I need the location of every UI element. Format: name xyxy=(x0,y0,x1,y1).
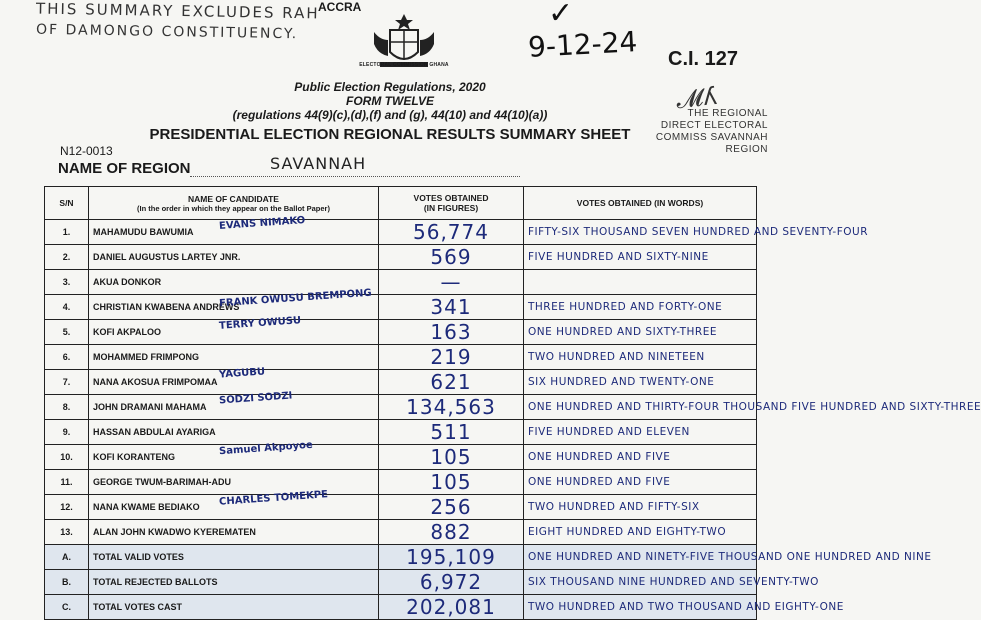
checkmark: ✓ xyxy=(548,0,574,31)
agent-annotation: EVANS NIMAKO xyxy=(218,215,306,232)
row-sn-text: 13. xyxy=(60,527,73,537)
votes-words xyxy=(524,320,757,345)
candidate-name xyxy=(89,345,379,370)
header-figures-label: VOTES OBTAINED xyxy=(413,193,489,203)
votes-words xyxy=(524,370,757,395)
candidate-name-text: TOTAL REJECTED BALLOTS xyxy=(93,577,218,587)
row-sn-text: 7. xyxy=(62,377,71,387)
agent-annotation: Samuel Akpoyoe xyxy=(218,439,314,458)
row-sn-text: 11. xyxy=(60,477,73,487)
votes-figures xyxy=(379,370,524,395)
candidate-name-text: GEORGE TWUM-BARIMAH-ADU xyxy=(93,477,231,487)
form-title: FORM TWELVE xyxy=(346,94,434,108)
votes-figures-text: 256 xyxy=(430,495,472,519)
candidate-name xyxy=(89,520,379,545)
candidate-name-text: HASSAN ABDULAI AYARIGA xyxy=(93,427,216,437)
agent-annotation: TERRY OWUSU xyxy=(218,315,302,332)
candidate-name xyxy=(89,470,379,495)
row-sn xyxy=(45,345,89,370)
votes-figures-text: 202,081 xyxy=(406,595,496,619)
table-row xyxy=(45,495,757,520)
votes-figures xyxy=(379,320,524,345)
votes-words-text: FIVE HUNDRED AND ELEVEN xyxy=(528,426,690,438)
row-sn-text: 1. xyxy=(62,227,71,237)
row-sn xyxy=(45,245,89,270)
votes-words-text: ONE HUNDRED AND SIXTY-THREE xyxy=(528,326,717,338)
votes-words xyxy=(524,345,757,370)
votes-figures xyxy=(379,470,524,495)
header-name-sub: (In the order in which they appear on the Ballot Paper) xyxy=(137,203,330,213)
votes-words-text: ONE HUNDRED AND FIVE xyxy=(528,451,671,463)
votes-figures xyxy=(379,345,524,370)
candidate-name-text: JOHN DRAMANI MAHAMA xyxy=(93,402,207,412)
candidate-name xyxy=(89,287,379,320)
total-row xyxy=(45,570,757,595)
row-sn xyxy=(45,295,89,320)
candidate-name-text: NANA KWAME BEDIAKO xyxy=(93,502,200,512)
row-sn xyxy=(45,395,89,420)
votes-figures-text: 105 xyxy=(430,470,472,494)
candidate-name xyxy=(89,595,379,620)
votes-words-text: FIFTY-SIX THOUSAND SEVEN HUNDRED AND SEVENTY-FOUR xyxy=(528,226,869,238)
votes-figures-text: 195,109 xyxy=(406,545,496,569)
row-sn xyxy=(45,370,89,395)
votes-figures xyxy=(379,295,524,320)
candidate-name-text: KOFI KORANTENG xyxy=(93,452,175,462)
votes-figures xyxy=(379,495,524,520)
votes-figures xyxy=(379,395,524,420)
votes-figures xyxy=(379,445,524,470)
header-words: VOTES OBTAINED (IN WORDS) xyxy=(524,187,757,220)
candidate-name xyxy=(89,420,379,445)
regulations-title: Public Election Regulations, 2020 xyxy=(294,80,486,94)
votes-words-text: SIX HUNDRED AND TWENTY-ONE xyxy=(528,376,715,388)
votes-figures xyxy=(379,245,524,270)
votes-words xyxy=(524,495,757,520)
agent-annotation: CHARLES TOMEKPE xyxy=(218,489,329,508)
row-sn-text: 3. xyxy=(62,277,71,287)
table-row xyxy=(45,220,757,245)
row-sn xyxy=(45,570,89,595)
header-name-label: NAME OF CANDIDATE xyxy=(188,193,279,204)
votes-figures-text: 56,774 xyxy=(413,220,489,244)
row-sn xyxy=(45,595,89,620)
region-underline xyxy=(190,176,520,177)
votes-figures-text: 569 xyxy=(430,245,472,269)
candidate-name-text: NANA AKOSUA FRIMPOMAA xyxy=(93,377,218,387)
votes-words xyxy=(524,570,819,595)
director-stamp: THE REGIONAL DIRECT ELECTORAL COMMISS SAVANNAH REGION xyxy=(655,108,768,155)
total-row xyxy=(45,595,757,620)
candidate-name-text: DANIEL AUGUSTUS LARTEY JNR. xyxy=(93,252,241,262)
candidate-name-text: MAHAMUDU BAWUMIA xyxy=(93,227,194,237)
votes-words xyxy=(524,395,981,420)
table-row xyxy=(45,520,757,545)
votes-figures-text: 163 xyxy=(430,320,472,344)
votes-words-text: SIX THOUSAND NINE HUNDRED AND SEVENTY-TWO xyxy=(528,576,819,588)
row-sn xyxy=(45,520,89,545)
votes-words xyxy=(524,595,844,620)
votes-figures xyxy=(379,420,524,445)
row-sn-text: C. xyxy=(62,602,71,612)
agent-annotation: YAGUBU xyxy=(218,366,266,381)
agent-annotation: SODZI SODZI xyxy=(218,390,293,407)
table-row xyxy=(45,245,757,270)
votes-figures xyxy=(379,220,524,245)
candidate-name-text: CHRISTIAN KWABENA ANDREWS xyxy=(93,302,240,312)
region-value: SAVANNAH xyxy=(270,154,367,173)
table-row xyxy=(45,345,757,370)
votes-figures xyxy=(379,270,524,295)
row-sn-text: 10. xyxy=(60,452,73,462)
votes-figures xyxy=(379,545,524,570)
header-figures xyxy=(379,187,524,220)
votes-words xyxy=(524,420,757,445)
votes-words-text: THREE HUNDRED AND FORTY-ONE xyxy=(528,301,723,313)
votes-words xyxy=(524,295,757,320)
row-sn-text: 4. xyxy=(62,302,71,312)
votes-figures-text: 882 xyxy=(430,520,472,544)
votes-words-text: TWO HUNDRED AND FIFTY-SIX xyxy=(528,501,700,513)
candidate-name-text: TOTAL VOTES CAST xyxy=(93,602,183,612)
row-sn-text: 5. xyxy=(62,327,71,337)
row-sn-text: A. xyxy=(62,552,71,562)
row-sn xyxy=(45,320,89,345)
candidate-name xyxy=(89,489,379,520)
form-code: N12-0013 xyxy=(60,144,113,158)
table-row xyxy=(45,395,757,420)
candidate-name-text: ALAN JOHN KWADWO KYEREMATEN xyxy=(93,527,256,537)
votes-words xyxy=(524,545,932,570)
votes-words-text: EIGHT HUNDRED AND EIGHTY-TWO xyxy=(528,526,727,538)
header-name xyxy=(89,187,379,220)
results-table xyxy=(44,186,981,620)
region-label: NAME OF REGION xyxy=(58,160,191,177)
table-row xyxy=(45,470,757,495)
candidate-name-text: TOTAL VALID VOTES xyxy=(93,552,184,562)
table-row xyxy=(45,270,757,295)
votes-words-text: ONE HUNDRED AND FIVE xyxy=(528,476,671,488)
row-sn xyxy=(45,470,89,495)
votes-words xyxy=(524,520,757,545)
votes-words-text: TWO HUNDRED AND TWO THOUSAND AND EIGHTY-ONE xyxy=(528,601,844,613)
votes-figures-text: 134,563 xyxy=(406,395,496,419)
votes-figures xyxy=(379,520,524,545)
candidate-name-text: MOHAMMED FRIMPONG xyxy=(93,352,199,362)
row-sn xyxy=(45,445,89,470)
row-sn-text: B. xyxy=(62,577,71,587)
table-header-row xyxy=(45,187,757,220)
votes-figures-text: 621 xyxy=(430,370,472,394)
table-row xyxy=(45,445,757,470)
votes-words xyxy=(524,270,757,295)
row-sn xyxy=(45,420,89,445)
table-row xyxy=(45,420,757,445)
votes-words xyxy=(524,445,757,470)
votes-figures-text: 511 xyxy=(430,420,472,444)
emblem-label: ELECTORAL COMMISSION GHANA xyxy=(359,62,449,68)
candidate-name xyxy=(89,215,379,245)
total-row xyxy=(45,545,757,570)
candidate-name-text: KOFI AKPALOO xyxy=(93,327,161,337)
votes-words-text: FIVE HUNDRED AND SIXTY-NINE xyxy=(528,251,709,263)
row-sn xyxy=(45,220,89,245)
row-sn-text: 6. xyxy=(62,352,71,362)
header-figures-sub: (IN FIGURES) xyxy=(423,203,479,213)
header-sn: S/N xyxy=(45,187,89,220)
candidate-name xyxy=(89,366,379,395)
sheet-title: PRESIDENTIAL ELECTION REGIONAL RESULTS SUMMARY SHEET xyxy=(149,126,631,143)
row-sn-text: 9. xyxy=(62,427,71,437)
votes-figures xyxy=(379,595,524,620)
table-row xyxy=(45,320,757,345)
handwritten-date: 9-12-24 xyxy=(527,25,639,64)
candidate-name xyxy=(89,315,379,345)
votes-words-text: TWO HUNDRED AND NINETEEN xyxy=(528,351,705,363)
candidate-name xyxy=(89,545,379,570)
row-sn xyxy=(45,270,89,295)
row-sn-text: 8. xyxy=(62,402,71,412)
handwritten-note-line2: OF DAMONGO CONSTITUENCY. xyxy=(35,21,299,43)
votes-figures-text: 219 xyxy=(430,345,472,369)
votes-words-text: ONE HUNDRED AND THIRTY-FOUR THOUSAND FIVE HUNDRED AND SIXTY-THREE xyxy=(528,401,981,413)
row-sn-text: 12. xyxy=(60,502,73,512)
votes-words xyxy=(524,220,869,245)
table-row xyxy=(45,370,757,395)
votes-figures-text: 105 xyxy=(430,445,472,469)
candidate-name-text: AKUA DONKOR xyxy=(93,277,162,287)
votes-figures-text: — xyxy=(440,270,462,294)
handwritten-note-line1: THIS SUMMARY EXCLUDES RAH xyxy=(35,0,320,23)
candidate-name xyxy=(89,439,379,470)
ci-number: C.I. 127 xyxy=(668,48,739,70)
row-sn xyxy=(45,545,89,570)
table-row xyxy=(45,295,757,320)
votes-words xyxy=(524,470,757,495)
votes-words-text: ONE HUNDRED AND NINETY-FIVE THOUSAND ONE HUNDRED AND NINE xyxy=(528,551,932,563)
votes-figures xyxy=(379,570,524,595)
director-signature: 𝓜ʎ xyxy=(674,81,719,115)
candidate-name xyxy=(89,390,379,420)
regulations-ref: (regulations 44(9)(c),(d),(f) and (g), 44(10) and 44(10)(a)) xyxy=(232,108,548,122)
votes-words xyxy=(524,245,757,270)
candidate-name xyxy=(89,245,379,270)
votes-figures-text: 6,972 xyxy=(419,570,483,594)
votes-figures-text: 341 xyxy=(430,295,472,319)
row-sn-text: 2. xyxy=(62,252,71,262)
agent-annotation: FRANK OWUSU BREMPONG xyxy=(218,287,373,310)
row-sn xyxy=(45,495,89,520)
candidate-name xyxy=(89,570,379,595)
accra-label: ACCRA xyxy=(318,0,362,14)
